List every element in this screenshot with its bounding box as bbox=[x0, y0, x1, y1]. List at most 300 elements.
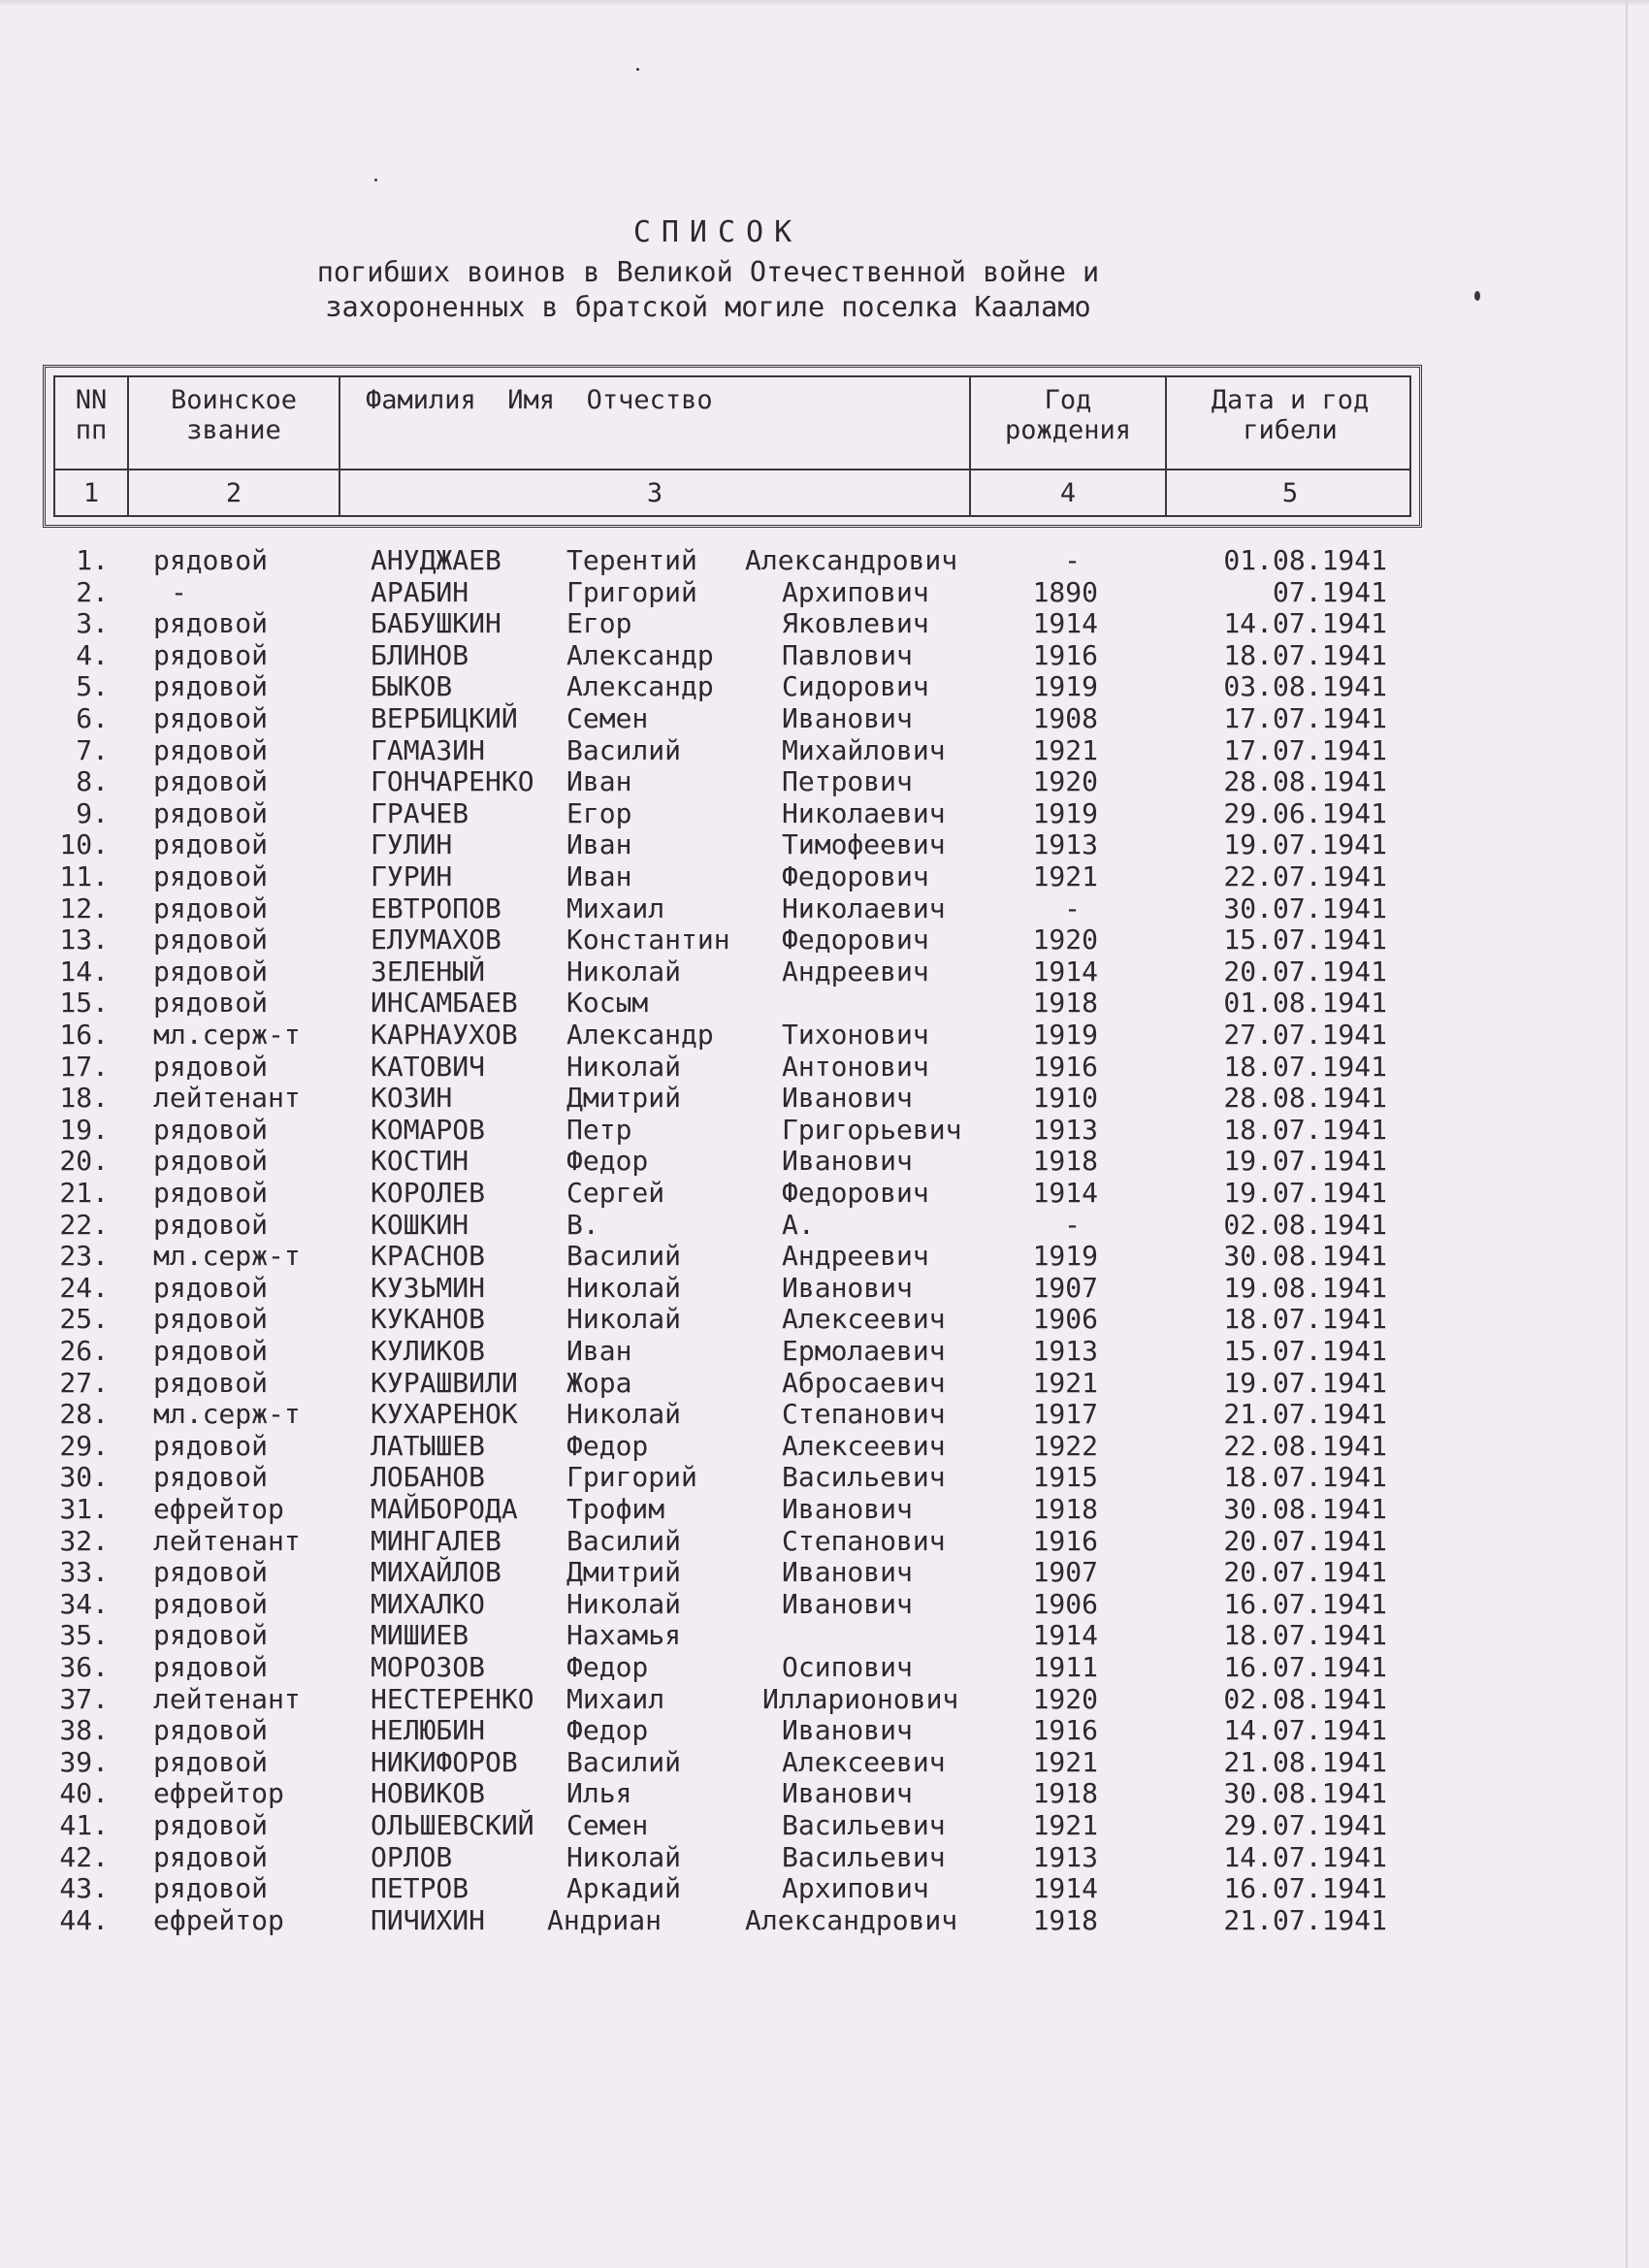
row-last-name: ГАМАЗИН bbox=[371, 733, 486, 766]
row-first-name: Александр bbox=[566, 1019, 714, 1051]
row-number: 13. bbox=[59, 923, 109, 956]
header-num-3: 3 bbox=[646, 478, 663, 508]
row-first-name: Михаил bbox=[566, 891, 665, 924]
row-number: 41. bbox=[59, 1809, 109, 1841]
row-patronymic: Петрович bbox=[782, 765, 913, 798]
row-last-name: МИХАЙЛОВ bbox=[371, 1556, 501, 1589]
table-row bbox=[0, 1810, 1649, 1842]
row-patronymic: Иванович bbox=[782, 1556, 913, 1589]
table-row bbox=[0, 988, 1649, 1020]
table-row bbox=[0, 829, 1649, 861]
row-patronymic: Васильевич bbox=[782, 1461, 946, 1494]
row-patronymic: Степанович bbox=[782, 1398, 946, 1431]
row-number: 1. bbox=[76, 544, 109, 576]
table-row bbox=[0, 1146, 1649, 1178]
row-rank: рядовой bbox=[153, 1714, 269, 1747]
row-birth-year: 1921 bbox=[1032, 1809, 1098, 1841]
row-last-name: ВЕРБИЦКИЙ bbox=[371, 702, 518, 734]
row-death-date: 20.07.1941 bbox=[1223, 1556, 1387, 1589]
row-last-name: ГРАЧЕВ bbox=[371, 796, 469, 829]
row-last-name: ЛАТЫШЕВ bbox=[371, 1429, 486, 1462]
row-patronymic: Яковлевич bbox=[782, 607, 929, 640]
table-row bbox=[0, 545, 1649, 577]
row-number: 12. bbox=[59, 891, 109, 924]
row-last-name: КОРОЛЕВ bbox=[371, 1177, 486, 1209]
row-patronymic: Васильевич bbox=[782, 1809, 946, 1841]
row-last-name: АРАБИН bbox=[371, 575, 469, 608]
header-col-birth-year: Год рождения bbox=[1004, 385, 1132, 445]
row-last-name: ГУРИН bbox=[371, 860, 453, 892]
row-first-name: Косым bbox=[566, 987, 649, 1020]
row-death-date: 16.07.1941 bbox=[1223, 1872, 1387, 1905]
row-rank: рядовой bbox=[153, 1745, 269, 1778]
table-row bbox=[0, 1620, 1649, 1652]
row-number: 27. bbox=[59, 1366, 109, 1399]
row-first-name: Нахамья bbox=[566, 1619, 682, 1652]
row-rank: рядовой bbox=[153, 1461, 269, 1494]
row-birth-year: 1918 bbox=[1032, 1777, 1098, 1810]
row-patronymic: Васильевич bbox=[782, 1840, 946, 1873]
row-number: 30. bbox=[59, 1461, 109, 1494]
row-rank: рядовой bbox=[153, 1366, 269, 1399]
row-first-name: Семен bbox=[566, 702, 649, 734]
row-rank: лейтенант bbox=[153, 1082, 301, 1115]
row-number: 25. bbox=[59, 1303, 109, 1336]
row-birth-year: 1921 bbox=[1032, 860, 1098, 892]
row-rank: мл.серж-т bbox=[153, 1398, 301, 1431]
row-last-name: БАБУШКИН bbox=[371, 607, 501, 640]
row-number: 35. bbox=[59, 1619, 109, 1652]
row-first-name: Николай bbox=[566, 1271, 682, 1304]
row-death-date: 17.07.1941 bbox=[1223, 702, 1387, 734]
header-col-separator bbox=[1165, 375, 1167, 517]
row-birth-year: 1920 bbox=[1032, 923, 1098, 956]
row-rank: рядовой bbox=[153, 1587, 269, 1620]
page-top-edge bbox=[0, 0, 1649, 6]
scan-speck bbox=[636, 68, 639, 71]
row-last-name: ПИЧИХИН bbox=[371, 1903, 486, 1936]
table-row bbox=[0, 1336, 1649, 1368]
row-death-date: 27.07.1941 bbox=[1223, 1019, 1387, 1051]
row-number: 37. bbox=[59, 1682, 109, 1715]
row-number: 20. bbox=[59, 1145, 109, 1178]
row-rank: рядовой bbox=[153, 670, 269, 703]
row-number: 19. bbox=[59, 1113, 109, 1146]
row-number: 29. bbox=[59, 1429, 109, 1462]
row-birth-year: 1890 bbox=[1032, 575, 1098, 608]
row-last-name: ЕВТРОПОВ bbox=[371, 891, 501, 924]
row-birth-year: 1916 bbox=[1032, 638, 1098, 671]
row-last-name: КОШКИН bbox=[371, 1208, 469, 1241]
row-number: 28. bbox=[59, 1398, 109, 1431]
row-death-date: 16.07.1941 bbox=[1223, 1587, 1387, 1620]
row-birth-year: 1921 bbox=[1032, 733, 1098, 766]
row-number: 24. bbox=[59, 1271, 109, 1304]
row-last-name: ОРЛОВ bbox=[371, 1840, 453, 1873]
row-first-name: Константин bbox=[566, 923, 730, 956]
row-patronymic: Тимофеевич bbox=[782, 828, 946, 861]
row-birth-year: 1918 bbox=[1032, 987, 1098, 1020]
row-first-name: Дмитрий bbox=[566, 1082, 682, 1115]
row-rank: рядовой bbox=[153, 828, 269, 861]
row-number: 33. bbox=[59, 1556, 109, 1589]
row-birth-year: 1918 bbox=[1032, 1493, 1098, 1525]
row-first-name: Федор bbox=[566, 1429, 649, 1462]
row-birth-year: 1910 bbox=[1032, 1082, 1098, 1115]
row-death-date: 16.07.1941 bbox=[1223, 1651, 1387, 1683]
row-number: 4. bbox=[76, 638, 109, 671]
row-patronymic: Иванович bbox=[782, 1493, 913, 1525]
row-death-date: 20.07.1941 bbox=[1223, 1524, 1387, 1557]
row-last-name: ПЕТРОВ bbox=[371, 1872, 469, 1905]
row-death-date: 18.07.1941 bbox=[1223, 1303, 1387, 1336]
row-death-date: 01.08.1941 bbox=[1223, 544, 1387, 576]
table-row bbox=[0, 1273, 1649, 1305]
table-row bbox=[0, 1115, 1649, 1147]
row-rank: мл.серж-т bbox=[153, 1019, 301, 1051]
table-row bbox=[0, 1684, 1649, 1716]
row-number: 9. bbox=[76, 796, 109, 829]
row-birth-year: 1919 bbox=[1032, 670, 1098, 703]
table-row bbox=[0, 640, 1649, 672]
row-death-date: 02.08.1941 bbox=[1223, 1208, 1387, 1241]
row-number: 44. bbox=[59, 1903, 109, 1936]
row-death-date: 30.07.1941 bbox=[1223, 891, 1387, 924]
header-col-separator bbox=[127, 375, 129, 517]
table-row bbox=[0, 956, 1649, 988]
table-row bbox=[0, 1431, 1649, 1463]
table-header-frame bbox=[43, 365, 1422, 528]
row-last-name: БЛИНОВ bbox=[371, 638, 469, 671]
row-patronymic: Федорович bbox=[782, 1177, 929, 1209]
row-birth-year: 1921 bbox=[1032, 1366, 1098, 1399]
row-number: 14. bbox=[59, 955, 109, 988]
row-death-date: 28.08.1941 bbox=[1223, 1082, 1387, 1115]
row-number: 42. bbox=[59, 1840, 109, 1873]
table-row bbox=[0, 1052, 1649, 1084]
row-last-name: ГОНЧАРЕНКО bbox=[371, 765, 534, 798]
row-death-date: 29.07.1941 bbox=[1223, 1809, 1387, 1841]
header-num-5: 5 bbox=[1281, 478, 1299, 508]
row-first-name: Григорий bbox=[566, 575, 697, 608]
row-rank: рядовой bbox=[153, 1651, 269, 1683]
row-birth-year: 1919 bbox=[1032, 796, 1098, 829]
row-birth-year: - bbox=[1064, 891, 1081, 924]
row-birth-year: 1914 bbox=[1032, 1619, 1098, 1652]
table-row bbox=[0, 1842, 1649, 1874]
title-line-2: захороненных в братской могиле поселка Кааламо bbox=[325, 291, 1091, 323]
row-birth-year: 1919 bbox=[1032, 1240, 1098, 1273]
table-row bbox=[0, 577, 1649, 609]
row-number: 16. bbox=[59, 1019, 109, 1051]
row-first-name: Илья bbox=[566, 1777, 632, 1810]
row-rank: рядовой bbox=[153, 544, 269, 576]
row-birth-year: 1920 bbox=[1032, 1682, 1098, 1715]
row-death-date: 18.07.1941 bbox=[1223, 1619, 1387, 1652]
row-number: 15. bbox=[59, 987, 109, 1020]
row-last-name: МИХАЛКО bbox=[371, 1587, 486, 1620]
title-line-1: погибших воинов в Великой Отечественной войне и bbox=[316, 256, 1100, 288]
row-first-name: Иван bbox=[566, 1335, 632, 1367]
row-number: 36. bbox=[59, 1651, 109, 1683]
row-rank: рядовой bbox=[153, 1303, 269, 1336]
row-number: 34. bbox=[59, 1587, 109, 1620]
row-first-name: Николай bbox=[566, 1050, 682, 1083]
row-first-name: Николай bbox=[566, 1587, 682, 1620]
row-number: 11. bbox=[59, 860, 109, 892]
row-birth-year: 1921 bbox=[1032, 1745, 1098, 1778]
row-first-name: Федор bbox=[566, 1714, 649, 1747]
table-row bbox=[0, 1778, 1649, 1810]
row-first-name: Василий bbox=[566, 1240, 682, 1273]
header-col-separator bbox=[969, 375, 971, 517]
row-patronymic: Михайлович bbox=[782, 733, 946, 766]
table-row bbox=[0, 1652, 1649, 1684]
row-rank: ефрейтор bbox=[153, 1493, 284, 1525]
row-rank: рядовой bbox=[153, 1335, 269, 1367]
row-death-date: 14.07.1941 bbox=[1223, 1840, 1387, 1873]
row-death-date: 19.07.1941 bbox=[1223, 1177, 1387, 1209]
row-death-date: 17.07.1941 bbox=[1223, 733, 1387, 766]
row-rank: рядовой bbox=[153, 1208, 269, 1241]
row-first-name: В. bbox=[566, 1208, 599, 1241]
row-death-date: 01.08.1941 bbox=[1223, 987, 1387, 1020]
table-row bbox=[0, 1241, 1649, 1273]
row-first-name: Жора bbox=[566, 1366, 632, 1399]
table-row bbox=[0, 1526, 1649, 1558]
row-patronymic: Иванович bbox=[782, 1271, 913, 1304]
row-last-name: КОСТИН bbox=[371, 1145, 469, 1178]
row-last-name: КАТОВИЧ bbox=[371, 1050, 486, 1083]
row-rank: лейтенант bbox=[153, 1524, 301, 1557]
row-rank: рядовой bbox=[153, 955, 269, 988]
row-patronymic: Илларионович bbox=[762, 1682, 959, 1715]
row-death-date: 19.07.1941 bbox=[1223, 1366, 1387, 1399]
row-last-name: КАРНАУХОВ bbox=[371, 1019, 518, 1051]
row-rank: рядовой bbox=[153, 860, 269, 892]
row-patronymic: Алексеевич bbox=[782, 1429, 946, 1462]
row-first-name: Иван bbox=[566, 765, 632, 798]
row-death-date: 18.07.1941 bbox=[1223, 1461, 1387, 1494]
row-last-name: МОРОЗОВ bbox=[371, 1651, 486, 1683]
row-last-name: ГУЛИН bbox=[371, 828, 453, 861]
row-first-name: Григорий bbox=[566, 1461, 697, 1494]
row-first-name: Николай bbox=[566, 1398, 682, 1431]
row-patronymic: Архипович bbox=[782, 1872, 929, 1905]
table-row bbox=[0, 1873, 1649, 1905]
row-first-name: Аркадий bbox=[566, 1872, 682, 1905]
row-first-name: Николай bbox=[566, 1303, 682, 1336]
table-row bbox=[0, 735, 1649, 767]
row-number: 5. bbox=[76, 670, 109, 703]
row-rank: рядовой bbox=[153, 1429, 269, 1462]
table-row bbox=[0, 703, 1649, 735]
row-number: 2. bbox=[76, 575, 109, 608]
header-col-rank: Воинское звание bbox=[170, 385, 298, 445]
row-birth-year: 1916 bbox=[1032, 1714, 1098, 1747]
row-last-name: МИШИЕВ bbox=[371, 1619, 469, 1652]
row-last-name: КОМАРОВ bbox=[371, 1113, 486, 1146]
row-rank: рядовой bbox=[153, 765, 269, 798]
row-death-date: 22.08.1941 bbox=[1223, 1429, 1387, 1462]
row-last-name: КРАСНОВ bbox=[371, 1240, 486, 1273]
row-rank: рядовой bbox=[153, 1872, 269, 1905]
row-rank: рядовой bbox=[153, 796, 269, 829]
row-patronymic: Андреевич bbox=[782, 955, 929, 988]
row-first-name: Александр bbox=[566, 638, 714, 671]
row-patronymic: Архипович bbox=[782, 575, 929, 608]
row-number: 21. bbox=[59, 1177, 109, 1209]
row-last-name: НЕЛЮБИН bbox=[371, 1714, 486, 1747]
row-patronymic: Сидорович bbox=[782, 670, 929, 703]
row-patronymic: Осипович bbox=[782, 1651, 913, 1683]
row-patronymic: Федорович bbox=[782, 860, 929, 892]
row-last-name: КУХАРЕНОК bbox=[371, 1398, 518, 1431]
row-birth-year: 1913 bbox=[1032, 1335, 1098, 1367]
row-death-date: 19.07.1941 bbox=[1223, 828, 1387, 861]
row-patronymic: Андреевич bbox=[782, 1240, 929, 1273]
row-rank: рядовой bbox=[153, 1177, 269, 1209]
row-last-name: ЛОБАНОВ bbox=[371, 1461, 486, 1494]
row-number: 3. bbox=[76, 607, 109, 640]
table-row bbox=[0, 1557, 1649, 1589]
row-first-name: Василий bbox=[566, 1745, 682, 1778]
row-last-name: НИКИФОРОВ bbox=[371, 1745, 518, 1778]
row-rank: мл.серж-т bbox=[153, 1240, 301, 1273]
row-patronymic: Тихонович bbox=[782, 1019, 929, 1051]
header-num-1: 1 bbox=[82, 478, 100, 508]
row-death-date: 19.07.1941 bbox=[1223, 1145, 1387, 1178]
row-last-name: МИНГАЛЕВ bbox=[371, 1524, 501, 1557]
table-row bbox=[0, 924, 1649, 956]
row-death-date: 15.07.1941 bbox=[1223, 923, 1387, 956]
row-last-name: КУЛИКОВ bbox=[371, 1335, 486, 1367]
row-last-name: НОВИКОВ bbox=[371, 1777, 486, 1810]
row-birth-year: 1916 bbox=[1032, 1524, 1098, 1557]
row-number: 26. bbox=[59, 1335, 109, 1367]
row-patronymic: Григорьевич bbox=[782, 1113, 962, 1146]
row-rank: рядовой bbox=[153, 607, 269, 640]
table-row bbox=[0, 1368, 1649, 1400]
table-row bbox=[0, 861, 1649, 893]
row-first-name: Дмитрий bbox=[566, 1556, 682, 1589]
table-row bbox=[0, 1020, 1649, 1052]
row-number: 22. bbox=[59, 1208, 109, 1241]
row-death-date: 30.08.1941 bbox=[1223, 1493, 1387, 1525]
row-death-date: 22.07.1941 bbox=[1223, 860, 1387, 892]
table-row bbox=[0, 1905, 1649, 1937]
row-patronymic: Павлович bbox=[782, 638, 913, 671]
row-patronymic: Иванович bbox=[782, 702, 913, 734]
row-rank: - bbox=[171, 575, 187, 608]
row-rank: рядовой bbox=[153, 1113, 269, 1146]
row-number: 39. bbox=[59, 1745, 109, 1778]
table-row bbox=[0, 1589, 1649, 1621]
table-row bbox=[0, 608, 1649, 640]
header-col-separator bbox=[339, 375, 340, 517]
header-num-2: 2 bbox=[225, 478, 242, 508]
row-rank: рядовой bbox=[153, 1050, 269, 1083]
row-number: 43. bbox=[59, 1872, 109, 1905]
header-col-name: Фамилия Имя Отчество bbox=[366, 385, 713, 415]
row-first-name: Петр bbox=[566, 1113, 632, 1146]
row-birth-year: 1915 bbox=[1032, 1461, 1098, 1494]
row-number: 17. bbox=[59, 1050, 109, 1083]
row-number: 10. bbox=[59, 828, 109, 861]
row-first-name: Иван bbox=[566, 828, 632, 861]
row-patronymic: Александрович bbox=[745, 1903, 958, 1936]
row-last-name: КУРАШВИЛИ bbox=[371, 1366, 518, 1399]
row-birth-year: 1907 bbox=[1032, 1556, 1098, 1589]
row-patronymic: Алексеевич bbox=[782, 1303, 946, 1336]
row-patronymic: Николаевич bbox=[782, 796, 946, 829]
row-patronymic: Степанович bbox=[782, 1524, 946, 1557]
row-last-name: ОЛЬШЕВСКИЙ bbox=[371, 1809, 534, 1841]
row-patronymic: Абросаевич bbox=[782, 1366, 946, 1399]
table-row bbox=[0, 1399, 1649, 1431]
row-number: 7. bbox=[76, 733, 109, 766]
row-number: 38. bbox=[59, 1714, 109, 1747]
header-col-death-date: Дата и год гибели bbox=[1211, 385, 1370, 445]
row-death-date: 18.07.1941 bbox=[1223, 1113, 1387, 1146]
row-death-date: 02.08.1941 bbox=[1223, 1682, 1387, 1715]
row-last-name: ЕЛУМАХОВ bbox=[371, 923, 501, 956]
row-birth-year: - bbox=[1064, 1208, 1081, 1241]
row-death-date: 21.08.1941 bbox=[1223, 1745, 1387, 1778]
scan-speck bbox=[374, 178, 377, 181]
row-first-name: Сергей bbox=[566, 1177, 665, 1209]
row-first-name: Николай bbox=[566, 1840, 682, 1873]
table-row bbox=[0, 1083, 1649, 1115]
row-birth-year: 1922 bbox=[1032, 1429, 1098, 1462]
row-first-name: Александр bbox=[566, 670, 714, 703]
row-death-date: 03.08.1941 bbox=[1223, 670, 1387, 703]
row-number: 31. bbox=[59, 1493, 109, 1525]
header-row-separator bbox=[55, 469, 1409, 470]
row-death-date: 14.07.1941 bbox=[1223, 1714, 1387, 1747]
scan-speck bbox=[1474, 291, 1480, 301]
table-row bbox=[0, 766, 1649, 798]
row-number: 6. bbox=[76, 702, 109, 734]
row-first-name: Терентий bbox=[566, 544, 697, 576]
row-rank: лейтенант bbox=[153, 1682, 301, 1715]
row-rank: рядовой bbox=[153, 1556, 269, 1589]
row-death-date: 14.07.1941 bbox=[1223, 607, 1387, 640]
row-death-date: 28.08.1941 bbox=[1223, 765, 1387, 798]
row-rank: рядовой bbox=[153, 923, 269, 956]
table-row bbox=[0, 1747, 1649, 1779]
row-rank: рядовой bbox=[153, 1619, 269, 1652]
row-death-date: 29.06.1941 bbox=[1223, 796, 1387, 829]
row-birth-year: 1913 bbox=[1032, 828, 1098, 861]
row-birth-year: 1908 bbox=[1032, 702, 1098, 734]
row-rank: рядовой bbox=[153, 702, 269, 734]
row-last-name: КОЗИН bbox=[371, 1082, 453, 1115]
row-birth-year: - bbox=[1064, 544, 1081, 576]
row-death-date: 07.1941 bbox=[1272, 575, 1387, 608]
row-birth-year: 1914 bbox=[1032, 1872, 1098, 1905]
row-first-name: Семен bbox=[566, 1809, 649, 1841]
row-patronymic: Ермолаевич bbox=[782, 1335, 946, 1367]
row-patronymic: Иванович bbox=[782, 1777, 913, 1810]
row-rank: рядовой bbox=[153, 1145, 269, 1178]
row-birth-year: 1918 bbox=[1032, 1145, 1098, 1178]
row-rank: ефрейтор bbox=[153, 1777, 284, 1810]
row-patronymic: Иванович bbox=[782, 1145, 913, 1178]
row-first-name: Василий bbox=[566, 1524, 682, 1557]
row-last-name: НЕСТЕРЕНКО bbox=[371, 1682, 534, 1715]
row-first-name: Федор bbox=[566, 1651, 649, 1683]
